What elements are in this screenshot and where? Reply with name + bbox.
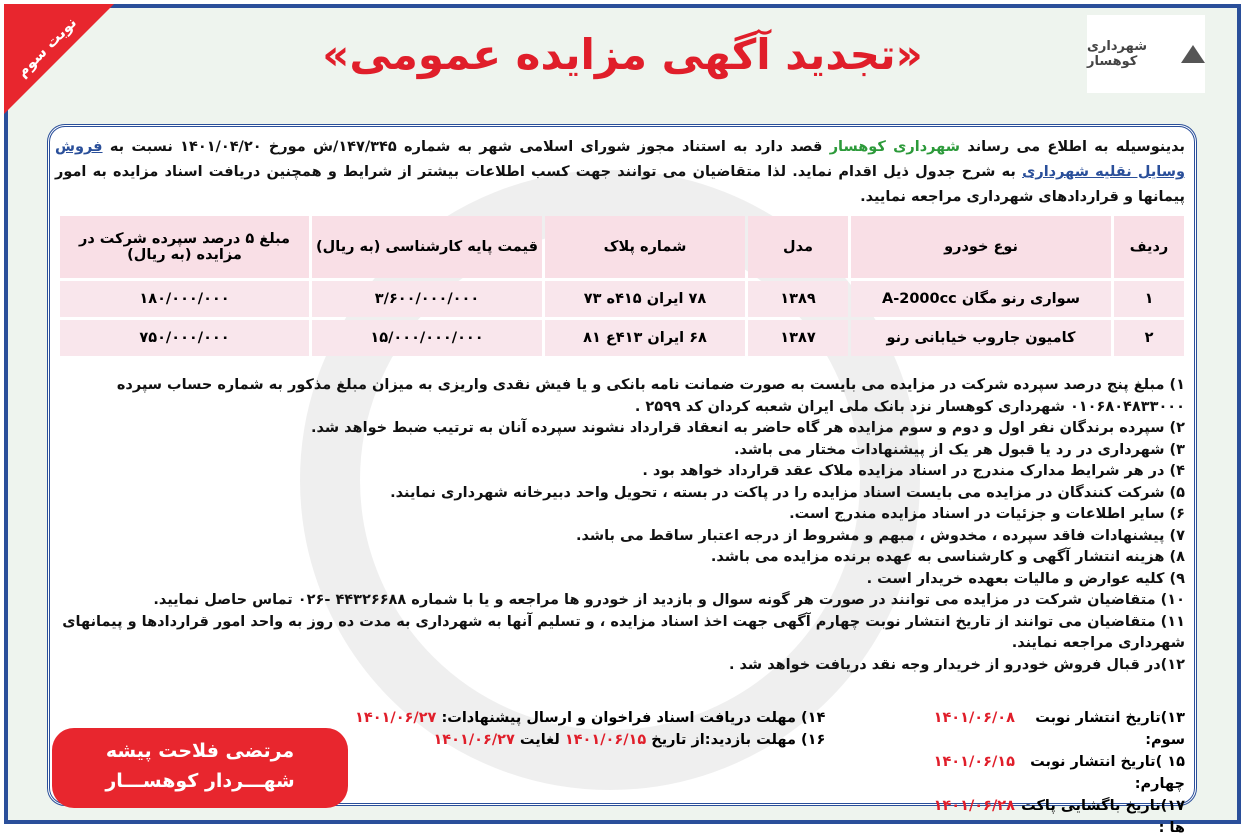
deadline-14 xyxy=(355,707,825,729)
term: ۷) پیشنهادات فاقد سپرده ، مخدوش ، مبهم و مشروط از درجه اعتبار ساقط می باشد. xyxy=(575,527,1185,544)
date-label: ۱۳)تاریخ انتشار نوبت سوم: xyxy=(1035,710,1185,748)
col-header: شماره پلاک xyxy=(545,216,745,278)
badge: نوبت سوم xyxy=(12,13,81,81)
col-header: ردیف xyxy=(1114,216,1184,278)
date-row xyxy=(934,707,1185,751)
date-row xyxy=(934,751,1185,795)
cell: ۷۸ ایران ۴۱۵ه ۷۳ xyxy=(545,281,745,317)
term: ۱۰) متقاضیان شرکت در مزایده می توانند در صورت هر گونه سوال و بازدید از خودرو ها مراجعه و یا با شماره ۴۴۳۲۶۶۸۸ -۰۲۶ تماس حاصل نمایید. xyxy=(153,592,1185,608)
cell: سواری رنو مگان A-2000cc xyxy=(851,281,1111,317)
cell: ۱ xyxy=(1114,281,1184,317)
date-value: ۱۴۰۱/۰۶/۱۵ xyxy=(933,754,1015,770)
subject: فروش وسایل نقلیه شهرداری xyxy=(55,139,1185,180)
date-row xyxy=(934,795,1185,839)
signature-box xyxy=(52,728,348,808)
term: ۱۲)در قبال فروش خودرو از خریدار وجه نقد دریافت خواهد شد . xyxy=(728,656,1185,673)
cell: ۶۸ ایران ۴۱۳ع ۸۱ xyxy=(545,320,745,356)
page-title: «تجدید آگهی مزایده عمومی» xyxy=(322,30,923,79)
deadline-to: ۱۴۰۱/۰۶/۲۷ xyxy=(433,732,515,748)
table-header-row xyxy=(60,216,1184,278)
cell: ۱۵/۰۰۰/۰۰۰/۰۰۰ xyxy=(312,320,542,356)
org-name: شهرداری کوهسار xyxy=(829,139,961,155)
cell: ۲ xyxy=(1114,320,1184,356)
date-value: ۱۴۰۱/۰۶/۲۸ xyxy=(933,798,1015,814)
col-header: مدل xyxy=(748,216,848,278)
col-header: مبلغ ۵ درصد سپرده شرکت در مزایده (به ریال) xyxy=(60,216,309,278)
deadline-label: ۱۶) مهلت بازدید:از تاریخ xyxy=(646,732,826,748)
vehicles-table xyxy=(57,213,1187,359)
term: ۹) کلیه عوارض و مالیات بعهده خریدار است . xyxy=(866,570,1185,587)
deadline-label: ۱۴) مهلت دریافت اسناد فراخوان و ارسال پیشنهادات: xyxy=(436,710,826,726)
intro-paragraph xyxy=(55,135,1185,210)
cell: ۳/۶۰۰/۰۰۰/۰۰۰ xyxy=(312,281,542,317)
col-header: قیمت پایه کارشناسی (به ریال) xyxy=(312,216,542,278)
table-row xyxy=(60,320,1184,356)
term: ۸) هزینه انتشار آگهی و کارشناسی به عهده برنده مزایده می باشد. xyxy=(710,549,1185,565)
term: ۶) سایر اطلاعات و جزئیات در اسناد مزایده مندرج است. xyxy=(789,506,1185,522)
dates-list xyxy=(934,707,1185,839)
date-label: ۱۷)تاریخ باگشایی پاکت ها : xyxy=(1021,798,1185,836)
deadline-mid: لغایت xyxy=(514,732,565,748)
term: ۱۱) متقاضیان می توانند از تاریخ انتشار نوبت چهارم آگهی جهت اخذ اسناد مزایده ، و تسلیم آنها به شهرداری به مدت ده روز به واحد امور قراردادها و پیمانهای شهرداری مراجعه نمایند. xyxy=(62,613,1185,651)
intro-text: بدینوسیله به اطلاع می رساند xyxy=(960,139,1185,155)
signer-name: مرتضی فلاحت پیشه xyxy=(105,740,295,762)
deadline-from: ۱۴۰۱/۰۶/۱۵ xyxy=(564,732,647,748)
date-value: ۱۴۰۱/۰۶/۰۸ xyxy=(933,710,1015,726)
col-header: نوع خودرو xyxy=(851,216,1111,278)
terms-list xyxy=(55,375,1185,676)
intro-text: قصد دارد به استناد مجوز شورای اسلامی شهر به شماره ۱۴۷/۳۴۵/ش مورخ ۱۴۰۱/۰۴/۲۰ نسبت به xyxy=(102,139,830,155)
deadlines xyxy=(355,707,825,751)
deadline-value: ۱۴۰۱/۰۶/۲۷ xyxy=(355,710,437,726)
term: ۵) شرکت کنندگان در مزایده می بایست اسناد مزایده را در پاکت در بسته ، تحویل واحد دبیرخانه شهرداری نمایند. xyxy=(390,484,1185,501)
cell: ۱۸۰/۰۰۰/۰۰۰ xyxy=(60,281,309,317)
cell: کامیون جاروب خیابانی رنو xyxy=(851,320,1111,356)
cell: ۱۳۸۹ xyxy=(748,281,848,317)
table-row xyxy=(60,281,1184,317)
deadline-16 xyxy=(355,729,825,751)
cell: ۱۳۸۷ xyxy=(748,320,848,356)
date-label: ۱۵ )تاریخ انتشار نوبت چهارم: xyxy=(1030,754,1185,792)
signer-role: شهـــردار کوهســـار xyxy=(105,770,295,792)
intro-text: به شرح جدول ذیل اقدام نماید. لذا متقاضیان می توانند جهت کسب اطلاعات بیشتر از شرایط و همچنین دریافت اسناد مزایده به امور پیمانها و قراردادهای شهرداری مراجعه نمایید. xyxy=(55,164,1185,205)
term: ۳) شهرداری در رد یا قبول هر یک از پیشنهادات مختار می باشد. xyxy=(733,441,1185,458)
term: ۲) سپرده برندگان نفر اول و دوم و سوم مزایده هر گاه حاضر به انعقاد قرارداد نشوند سپرده آنان به ترتیب ضبط خواهد شد. xyxy=(310,420,1185,436)
term: ۱) مبلغ پنج درصد سپرده شرکت در مزایده می بایست به صورت ضمانت نامه بانکی و یا فیش نقدی واریزی به میزان مبلغ مذکور به شماره حساب سپرده ۰۱۰۶۸۰۴۸۳۳۰۰۰ شهرداری کوهسار نزد بانک ملی ایران شعبه کردان کد ۲۵۹۹ . xyxy=(116,377,1185,415)
term: ۴) در هر شرایط مدارک مندرج در اسناد مزایده ملاک عقد قرارداد خواهد بود . xyxy=(642,463,1185,479)
logo-text: شهرداری کوهسار xyxy=(1087,39,1147,69)
cell: ۷۵۰/۰۰۰/۰۰۰ xyxy=(60,320,309,356)
